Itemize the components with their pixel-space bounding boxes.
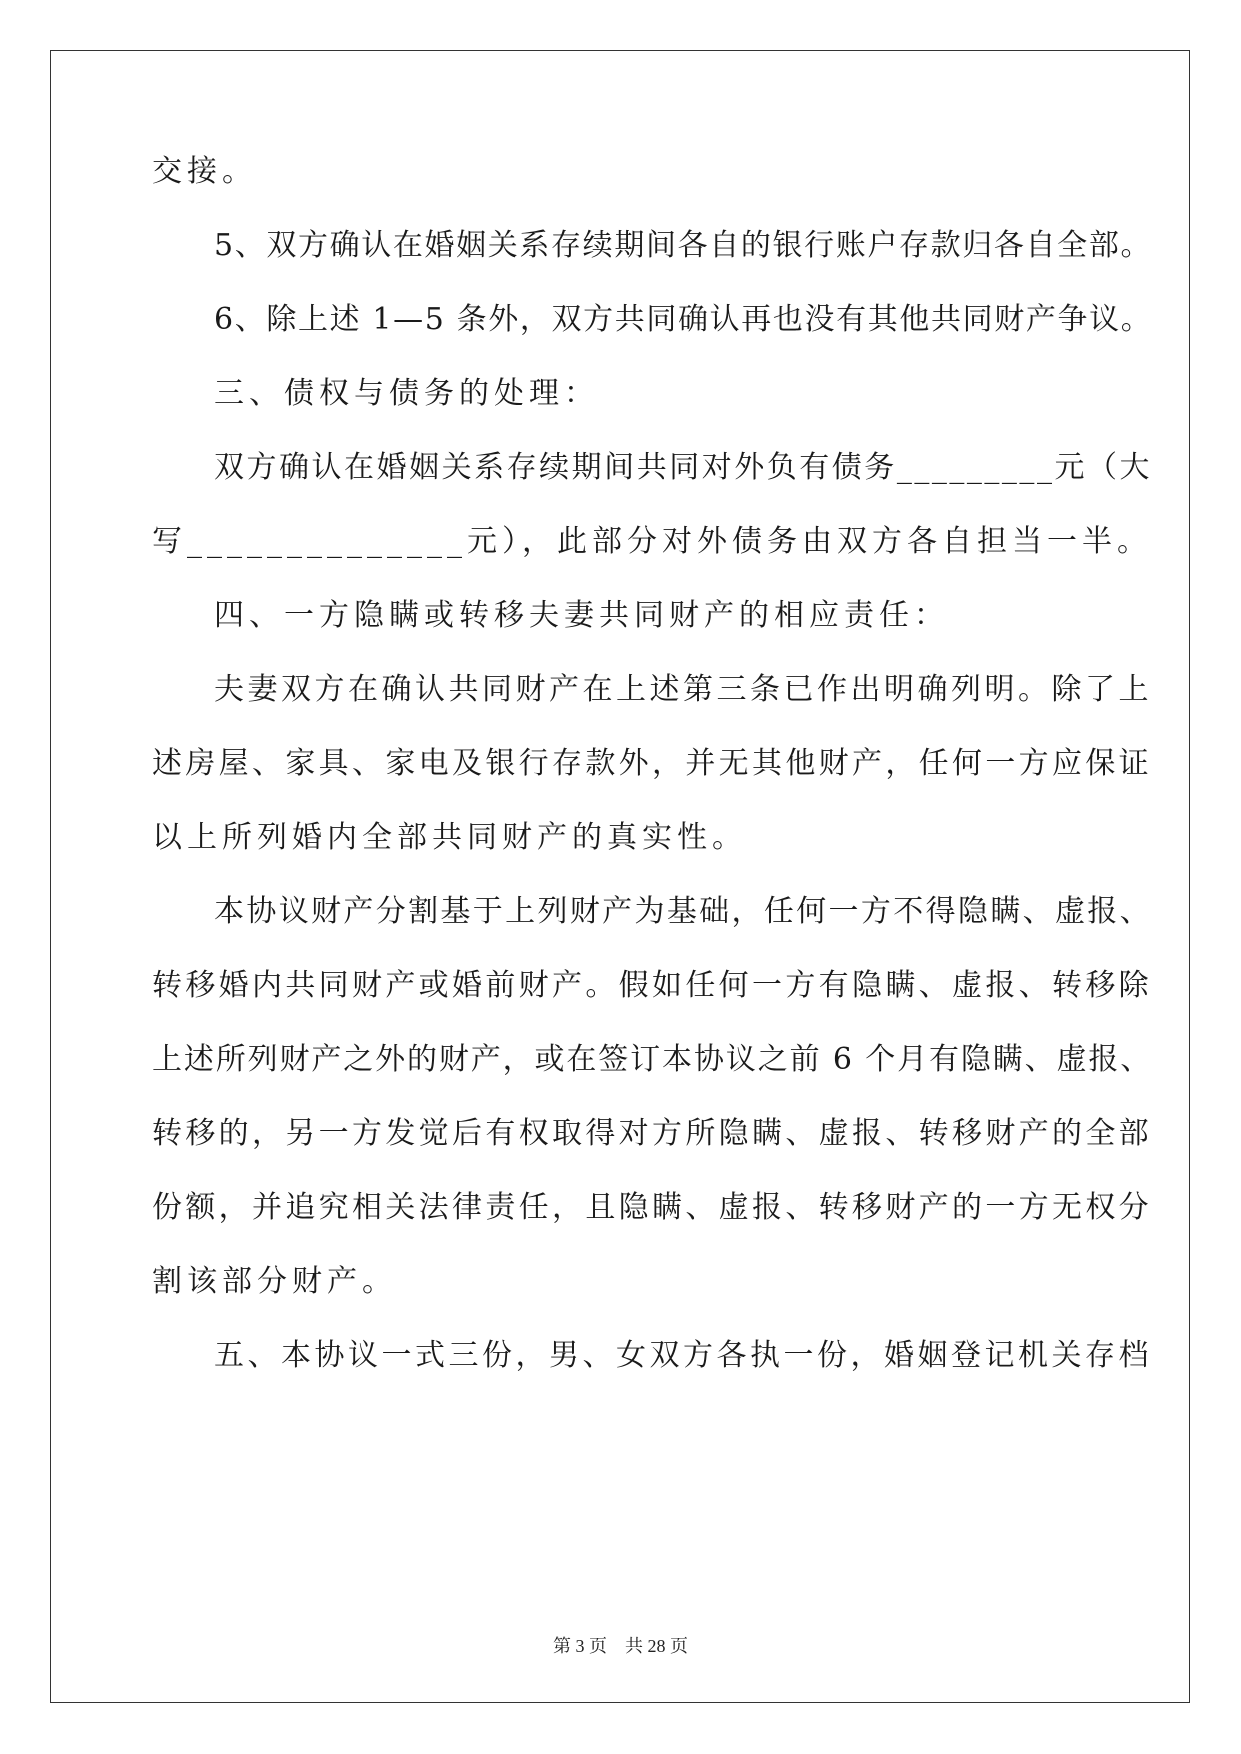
page-number: 第 3 页 共 28 页	[553, 1636, 688, 1656]
text-line: 述房屋、家具、家电及银行存款外，并无其他财产，任何一方应保证	[152, 746, 1152, 781]
text-line: 夫妻双方在确认共同财产在上述第三条已作出明确列明。除了上	[214, 672, 1152, 707]
page-frame	[50, 50, 1190, 1703]
text-line: 双方确认在婚姻关系存续期间共同对外负有债务_________元（大	[214, 450, 1152, 485]
page-footer	[0, 1632, 1241, 1658]
text-line: 写______________元），此部分对外债务由双方各自担当一半。	[152, 524, 1152, 559]
text-line: 转移婚内共同财产或婚前财产。假如任何一方有隐瞒、虚报、转移除	[152, 968, 1152, 1003]
text-line: 5、双方确认在婚姻关系存续期间各自的银行账户存款归各自全部。	[214, 228, 1153, 263]
section-heading: 四、一方隐瞒或转移夫妻共同财产的相应责任：	[214, 598, 949, 633]
text-line: 以上所列婚内全部共同财产的真实性。	[152, 820, 747, 855]
text-line: 份额，并追究相关法律责任，且隐瞒、虚报、转移财产的一方无权分	[152, 1190, 1152, 1225]
text-line: 上述所列财产之外的财产，或在签订本协议之前 6 个月有隐瞒、虚报、	[152, 1042, 1153, 1077]
text-line: 割该部分财产。	[152, 1264, 397, 1299]
section-heading: 三、债权与债务的处理：	[214, 376, 599, 411]
text-line: 本协议财产分割基于上列财产为基础，任何一方不得隐瞒、虚报、	[214, 894, 1152, 929]
text-line: 交接。	[152, 154, 257, 189]
text-line: 6、除上述 1—5 条外，双方共同确认再也没有其他共同财产争议。	[214, 302, 1153, 337]
text-line: 转移的，另一方发觉后有权取得对方所隐瞒、虚报、转移财产的全部	[152, 1116, 1152, 1151]
text-line: 五、本协议一式三份，男、女双方各执一份，婚姻登记机关存档	[214, 1338, 1152, 1373]
